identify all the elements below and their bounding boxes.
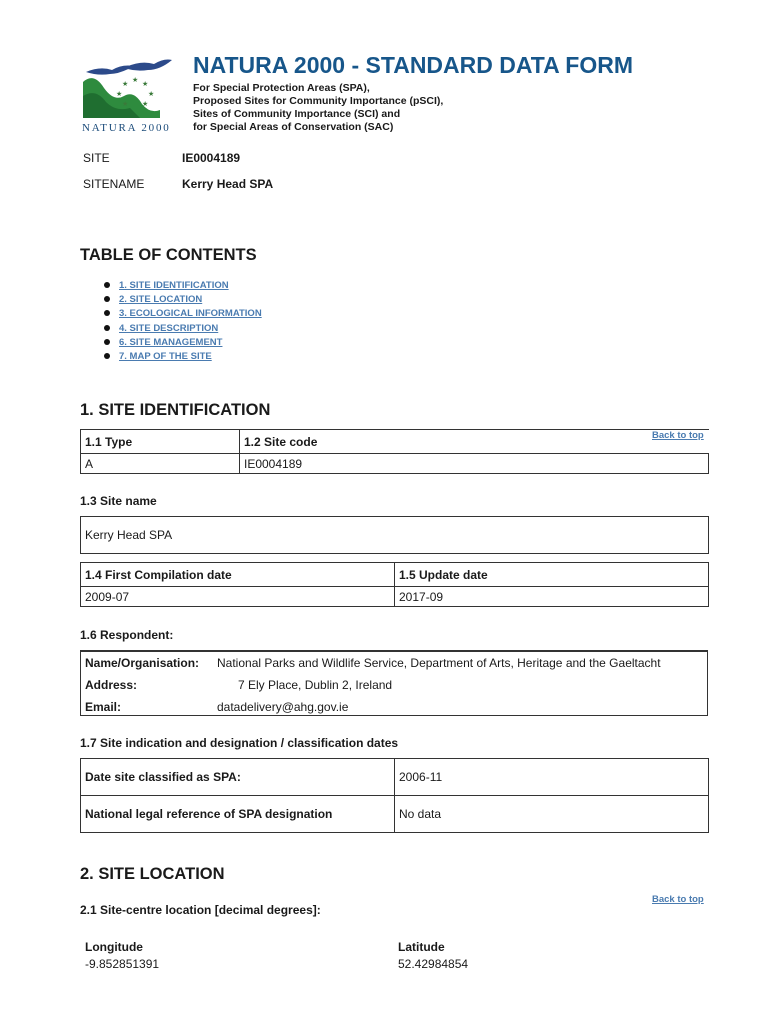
section-1-heading: 1. SITE IDENTIFICATION <box>80 401 271 419</box>
page-subtitle <box>193 82 443 134</box>
site-name-value: Kerry Head SPA <box>81 517 709 554</box>
legal-reference-value: No data <box>395 796 709 833</box>
legal-reference-label: National legal reference of SPA designation <box>81 796 395 833</box>
toc-item <box>102 279 262 293</box>
subtitle-line: Sites of Community Importance (SCI) and <box>193 108 401 120</box>
email-label: Email: <box>85 700 122 714</box>
site-name-heading: 1.3 Site name <box>80 494 157 508</box>
subtitle-line: for Special Areas of Conservation (SAC) <box>193 121 394 133</box>
respondent-heading: 1.6 Respondent: <box>80 628 174 642</box>
toc-item <box>102 350 262 364</box>
address-label: Address: <box>85 678 138 692</box>
toc-item <box>102 293 262 307</box>
address-value: 7 Ely Place, Dublin 2, Ireland <box>238 678 393 692</box>
subtitle-line: Proposed Sites for Community Importance (pSCI), <box>193 95 444 107</box>
toc-link-ecological-information[interactable]: 3. ECOLOGICAL INFORMATION <box>119 308 262 320</box>
svg-text:★: ★ <box>142 100 149 108</box>
organisation-value: National Parks and Wildlife Service, Department of Arts, Heritage and the Gaeltacht <box>217 656 661 670</box>
type-label: 1.1 Type <box>81 430 240 454</box>
svg-text:★: ★ <box>142 80 149 88</box>
svg-text:★: ★ <box>132 76 139 84</box>
sitename-value: Kerry Head SPA <box>182 177 274 191</box>
first-compilation-label: 1.4 First Compilation date <box>81 563 395 587</box>
natura-2000-logo <box>80 52 184 134</box>
site-name-table <box>80 516 709 554</box>
site-label: SITE <box>83 151 110 165</box>
site-code-value: IE0004189 <box>182 151 241 165</box>
toc-link-site-management[interactable]: 6. SITE MANAGEMENT <box>119 336 223 348</box>
back-to-top-link[interactable]: Back to top <box>652 894 704 905</box>
longitude-label: Longitude <box>85 940 143 954</box>
toc-item <box>102 322 262 336</box>
update-date-label: 1.5 Update date <box>395 563 709 587</box>
latitude-label: Latitude <box>398 940 445 954</box>
svg-text:★: ★ <box>122 80 129 88</box>
site-code-cell: IE0004189 <box>240 454 709 474</box>
email-value: datadelivery@ahg.gov.ie <box>217 700 349 714</box>
spa-date-value: 2006-11 <box>395 759 709 796</box>
section-2-heading: 2. SITE LOCATION <box>80 865 225 883</box>
type-code-table <box>80 429 709 474</box>
svg-text:NATURA 2000: NATURA 2000 <box>82 122 171 134</box>
back-to-top-link[interactable]: Back to top <box>652 430 704 441</box>
svg-text:★: ★ <box>122 100 129 108</box>
update-date-value: 2017-09 <box>395 587 709 607</box>
designation-heading: 1.7 Site indication and designation / classification dates <box>80 736 399 750</box>
toc-link-map-of-the-site[interactable]: 7. MAP OF THE SITE <box>119 350 212 362</box>
respondent-box <box>80 650 708 716</box>
designation-table <box>80 758 709 833</box>
organisation-label: Name/Organisation: <box>85 656 200 670</box>
sitename-label: SITENAME <box>83 177 145 191</box>
svg-text:★: ★ <box>116 90 123 98</box>
spa-date-label: Date site classified as SPA: <box>81 759 395 796</box>
page-title: NATURA 2000 - STANDARD DATA FORM <box>193 52 633 78</box>
toc-link-site-description[interactable]: 4. SITE DESCRIPTION <box>119 322 219 334</box>
toc-item <box>102 336 262 350</box>
svg-text:★: ★ <box>148 90 155 98</box>
toc-link-site-location[interactable]: 2. SITE LOCATION <box>119 294 203 306</box>
site-centre-heading: 2.1 Site-centre location [decimal degrees]: <box>80 903 321 917</box>
first-compilation-value: 2009-07 <box>81 587 395 607</box>
toc-list <box>102 279 262 364</box>
latitude-value: 52.42984854 <box>398 957 469 971</box>
site-code-label: 1.2 Site code <box>240 430 709 454</box>
longitude-value: -9.852851391 <box>85 957 160 971</box>
toc-item <box>102 307 262 321</box>
toc-heading: TABLE OF CONTENTS <box>80 246 257 264</box>
type-value: A <box>81 454 240 474</box>
toc-link-site-identification[interactable]: 1. SITE IDENTIFICATION <box>119 280 229 291</box>
dates-table <box>80 562 709 607</box>
subtitle-line: For Special Protection Areas (SPA), <box>193 82 370 94</box>
